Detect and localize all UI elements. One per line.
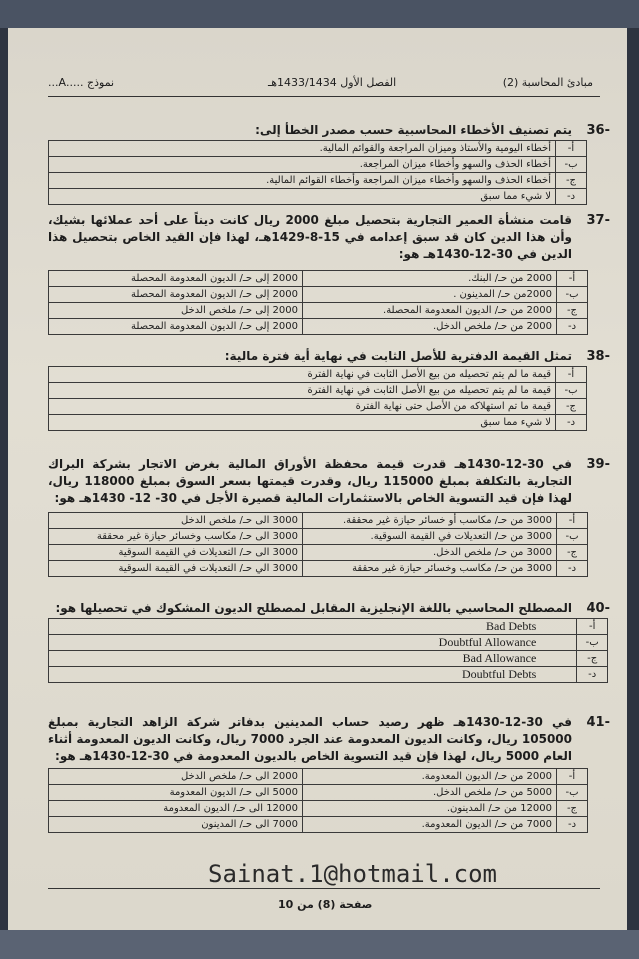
option-credit: 7000 الى حـ/ المدينون <box>49 817 303 833</box>
question-text: في 30-12-1430هـ ظهر رصيد حساب المدينين بدفاتر شركة الزاهد التجارية بمبلغ 105000 ريال، وكانت الديون المعدومة عند الجرد 7000 ريال، وكانت الديون المعدومة أثناء العام 5000 ريال، لهذا فإن قيد التسوية الخاص بالديون المعدومة في 30-12-1430هـ هو: <box>48 715 573 763</box>
question-41 <box>48 714 610 830</box>
option-letter: ب- <box>557 529 588 545</box>
option-credit: 2000 إلى حـ/ الديون المعدومة المحصلة <box>49 271 303 287</box>
option-row[interactable] <box>49 189 587 205</box>
option-row[interactable] <box>49 651 608 667</box>
option-letter: أ- <box>556 367 587 383</box>
option-row[interactable] <box>49 367 587 383</box>
handwritten-email: Sainat.1@hotmail.com <box>208 860 497 888</box>
option-credit: 3000 الى حـ/ التعديلات في القيمة السوقية <box>49 545 303 561</box>
option-row[interactable] <box>49 319 588 335</box>
option-letter: د- <box>557 561 588 577</box>
option-text: أخطاء الحذف والسهو وأخطاء ميزان المراجعة وأخطاء القوائم المالية. <box>49 173 556 189</box>
footer-divider <box>48 888 600 889</box>
question-number: 37- <box>586 213 610 228</box>
option-letter: ب- <box>557 287 588 303</box>
option-text: لا شيء مما سبق <box>49 415 556 431</box>
option-letter: ج- <box>557 801 588 817</box>
option-debit: 2000من حـ/ المدينون . <box>303 287 557 303</box>
exam-page <box>8 28 627 930</box>
option-row[interactable] <box>49 769 588 785</box>
option-row[interactable] <box>49 271 588 287</box>
option-english: Doubtful Allowance <box>438 635 537 649</box>
option-debit: 2000 من حـ/ الديون المعدومة المحصلة. <box>303 303 557 319</box>
option-text <box>49 619 577 635</box>
option-letter: د- <box>557 817 588 833</box>
option-text: قيمة ما تم استهلاكه من الأصل حتى نهاية الفترة <box>49 399 556 415</box>
option-debit: 2000 من حـ/ ملخص الدخل. <box>303 319 557 335</box>
option-row[interactable] <box>49 817 588 833</box>
option-credit: 3000 الي حـ/ التعديلات في القيمة السوقية <box>49 561 303 577</box>
option-debit: 2000 من حـ/ الديون المعدومة. <box>303 769 557 785</box>
option-row[interactable] <box>49 173 587 189</box>
option-credit: 2000 الى حـ/ ملخص الدخل <box>49 769 303 785</box>
option-letter: أ- <box>557 513 588 529</box>
options-table <box>48 140 587 205</box>
header-divider <box>48 96 600 97</box>
options-table <box>48 366 587 431</box>
option-credit: 12000 الى حـ/ الديون المعدومة <box>49 801 303 817</box>
option-credit: 2000 إلى حـ/ الديون المعدومة المحصلة <box>49 319 303 335</box>
question-number: 36- <box>586 123 610 138</box>
option-letter: أ- <box>557 271 588 287</box>
option-row[interactable] <box>49 785 588 801</box>
option-debit: 3000 من حـ/ مكاسب أو خسائر حيازة غير محققة. <box>303 513 557 529</box>
option-row[interactable] <box>49 801 588 817</box>
course-title: مبادئ المحاسبة (2) <box>502 76 593 89</box>
option-letter: ب- <box>577 635 608 651</box>
option-letter: أ- <box>557 769 588 785</box>
option-english: Bad Allowance <box>462 651 537 665</box>
option-row[interactable] <box>49 141 587 157</box>
question-38 <box>48 348 610 428</box>
option-text <box>49 651 577 667</box>
question-39 <box>48 456 610 574</box>
option-letter: ب- <box>556 383 587 399</box>
page-number: صفحة (8) من 10 <box>278 898 373 911</box>
question-number: 40- <box>586 601 610 616</box>
option-letter: ج- <box>557 545 588 561</box>
option-debit: 2000 من حـ/ البنك. <box>303 271 557 287</box>
top-bar <box>0 0 639 28</box>
option-letter: د- <box>557 319 588 335</box>
option-letter: ب- <box>556 157 587 173</box>
option-letter: ج- <box>556 173 587 189</box>
options-table <box>48 618 608 683</box>
right-edge <box>627 28 639 930</box>
question-36 <box>48 122 610 202</box>
option-credit: 3000 الى حـ/ ملخص الدخل <box>49 513 303 529</box>
option-text: قيمة ما لم يتم تحصيله من بيع الأصل الثابت في نهاية الفترة <box>49 383 556 399</box>
option-letter: أ- <box>577 619 608 635</box>
option-letter: ب- <box>557 785 588 801</box>
option-row[interactable] <box>49 635 608 651</box>
option-debit: 5000 من حـ/ ملخص الدخل. <box>303 785 557 801</box>
option-row[interactable] <box>49 619 608 635</box>
options-table <box>48 768 588 833</box>
question-text: قامت منشأة العمير التجارية بتحصيل مبلغ 2000 ريال كانت ديناً على أحد عملائها بشيك، وأن هذا الدين كان قد سبق إعدامه في 15-8-1429هـ، لهذا فإن القيد الخاص بتحصيل هذا الدين في 30-12-1430هـ هو: <box>48 213 573 261</box>
option-debit: 3000 من حـ/ مكاسب وخسائر حيازة غير محققة <box>303 561 557 577</box>
question-40 <box>48 600 610 681</box>
option-row[interactable] <box>49 303 588 319</box>
option-row[interactable] <box>49 383 587 399</box>
option-letter: ج- <box>557 303 588 319</box>
option-row[interactable] <box>49 157 587 173</box>
question-37 <box>48 212 610 332</box>
option-text: أخطاء الحذف والسهو وأخطاء ميزان المراجعة. <box>49 157 556 173</box>
option-letter: د- <box>556 189 587 205</box>
option-debit: 12000 من حـ/ المدينون. <box>303 801 557 817</box>
option-text: أخطاء اليومية والأستاذ وميزان المراجعة والقوائم المالية. <box>49 141 556 157</box>
option-row[interactable] <box>49 399 587 415</box>
option-debit: 3000 من حـ/ ملخص الدخل. <box>303 545 557 561</box>
semester-title: الفصل الأول 1433/1434هـ <box>268 76 397 89</box>
option-debit: 7000 من حـ/ الديون المعدومة. <box>303 817 557 833</box>
option-letter: ج- <box>577 651 608 667</box>
page-header <box>48 76 593 94</box>
option-row[interactable] <box>49 287 588 303</box>
option-row[interactable] <box>49 513 588 529</box>
option-row[interactable] <box>49 415 587 431</box>
option-letter: د- <box>577 667 608 683</box>
option-debit: 3000 من حـ/ التعديلات في القيمة السوقية. <box>303 529 557 545</box>
option-letter: أ- <box>556 141 587 157</box>
option-text: لا شيء مما سبق <box>49 189 556 205</box>
option-english: Bad Debts <box>486 619 537 633</box>
bottom-bar <box>0 930 639 959</box>
option-row[interactable] <box>49 561 588 577</box>
option-credit: 2000 إلى حـ/ ملخص الدخل <box>49 303 303 319</box>
option-text: قيمة ما لم يتم تحصيله من بيع الأصل الثابت في نهاية الفترة <box>49 367 556 383</box>
question-number: 41- <box>586 715 610 730</box>
question-number: 39- <box>586 457 610 472</box>
option-row[interactable] <box>49 529 588 545</box>
option-text <box>49 635 577 651</box>
question-text: في 30-12-1430هـ قدرت قيمة محفظة الأوراق المالية بغرض الاتجار بشركة البراك التجارية بالتكلفة بمبلغ 115000 ريال، وقدرت قيمتها بسعر السوق بمبلغ 118000 ريال، لهذا فإن قيد التسوية الخاص بالاستثمارات المالية قصيرة الأجل في 30- 12- 1430هـ هو: <box>48 457 572 505</box>
option-row[interactable] <box>49 667 608 683</box>
option-text <box>49 667 577 683</box>
option-english: Doubtful Debts <box>462 667 537 681</box>
option-row[interactable] <box>49 545 588 561</box>
question-number: 38- <box>586 349 610 364</box>
question-text: يتم تصنيف الأخطاء المحاسبية حسب مصدر الخطأ إلى: <box>255 123 572 137</box>
option-credit: 2000 إلى حـ/ الديون المعدومة المحصلة <box>49 287 303 303</box>
left-edge <box>0 28 8 930</box>
question-text: تمثل القيمة الدفترية للأصل الثابت في نهاية أية فترة مالية: <box>224 349 572 363</box>
option-letter: ج- <box>556 399 587 415</box>
model-label: نموذج .....A... <box>48 76 115 89</box>
question-text: المصطلح المحاسبي باللغة الإنجليزية المقابل لمصطلح الديون المشكوك في تحصيلها هو: <box>55 601 572 615</box>
option-letter: د- <box>556 415 587 431</box>
options-table <box>48 270 588 335</box>
options-table <box>48 512 588 577</box>
option-credit: 3000 الى حـ/ مكاسب وخسائر حيازة غير محققة <box>49 529 303 545</box>
option-credit: 5000 الى حـ/ الديون المعدومة <box>49 785 303 801</box>
